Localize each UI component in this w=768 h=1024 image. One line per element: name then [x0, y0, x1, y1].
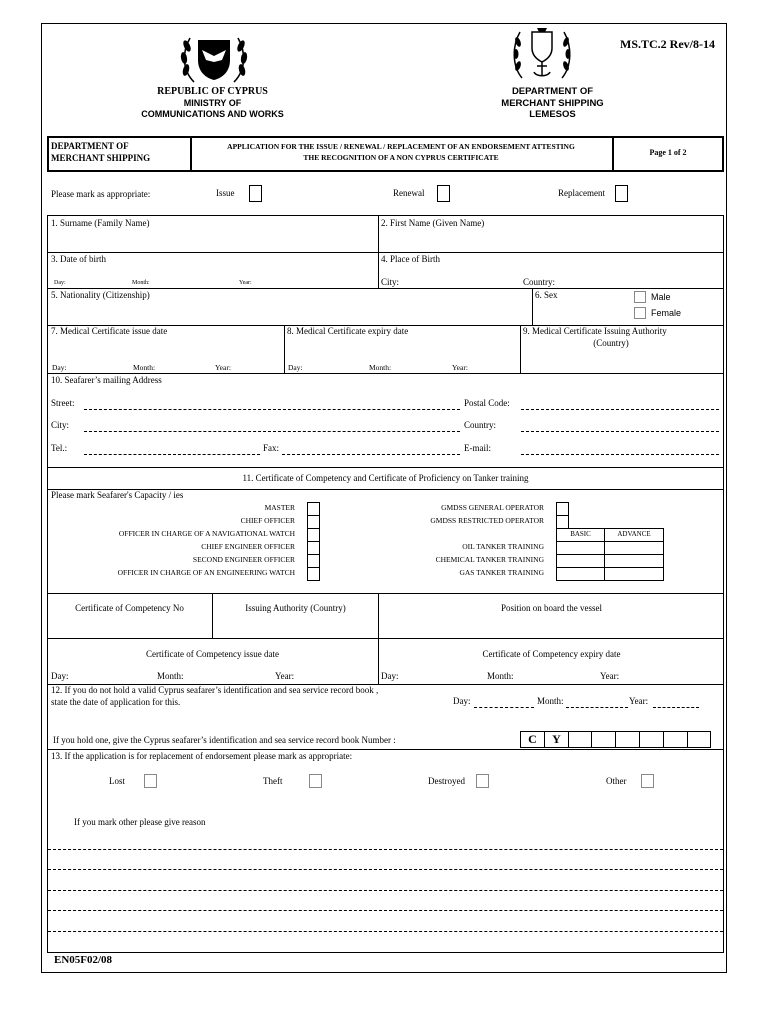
- section13-title: 13. If the application is for replacement of endorsement please mark as appropriate:: [51, 751, 353, 761]
- street-label: Street:: [51, 398, 75, 408]
- coc-expiry-year: Year:: [600, 671, 620, 681]
- first-name-label: 2. First Name (Given Name): [381, 218, 485, 228]
- advance-header: ADVANCE: [617, 530, 651, 538]
- record-book-prefix-y: Y: [552, 732, 561, 746]
- cyprus-emblem-logo: [178, 32, 250, 84]
- mailing-city-label: City:: [51, 420, 70, 430]
- gmdss-restricted-checkbox[interactable]: [556, 515, 569, 528]
- dob-year: Year:: [239, 280, 252, 286]
- surname-label: 1. Surname (Family Name): [51, 218, 150, 228]
- cap-officer-nav-checkbox[interactable]: [307, 528, 320, 541]
- s12-year-field[interactable]: [653, 707, 699, 708]
- section11-title: 11. Certificate of Competency and Certificate of Proficiency on Tanker training: [242, 473, 529, 483]
- cap-chief-engineer-checkbox[interactable]: [307, 541, 320, 554]
- cap-chief-engineer: CHIEF ENGINEER OFFICER: [201, 542, 295, 551]
- theft-checkbox[interactable]: [309, 774, 322, 788]
- merchant-shipping-emblem-logo: [512, 26, 572, 82]
- title-dept-line-2: MERCHANT SHIPPING: [51, 153, 151, 163]
- male-checkbox[interactable]: [634, 291, 646, 303]
- gmdss-general-checkbox[interactable]: [556, 502, 569, 515]
- email-label: E-mail:: [464, 443, 491, 453]
- reason-line-1[interactable]: [48, 849, 723, 850]
- nationality-label: 5. Nationality (Citizenship): [51, 290, 150, 300]
- issuing-authority-label: Issuing Authority (Country): [245, 603, 346, 613]
- postal-field[interactable]: [521, 409, 719, 410]
- oil-basic-cell[interactable]: [557, 542, 604, 554]
- coc-number-label: Certificate of Competency No: [75, 603, 184, 613]
- dob-label: 3. Date of birth: [51, 254, 106, 264]
- coc-expiry-month: Month:: [487, 671, 514, 681]
- renewal-label: Renewal: [393, 188, 425, 198]
- cap-second-engineer: SECOND ENGINEER OFFICER: [192, 555, 295, 564]
- section12-line-2: state the date of application for this.: [51, 697, 181, 707]
- country-field[interactable]: [521, 431, 719, 432]
- tanker-chemical: CHEMICAL TANKER TRAINING: [435, 555, 544, 564]
- med-expiry-day: Day:: [288, 363, 303, 372]
- med-authority-country: (Country): [593, 338, 629, 348]
- dob-month: Month:: [132, 280, 150, 286]
- right-org-line-3: LEMESOS: [529, 109, 576, 120]
- renewal-checkbox[interactable]: [437, 185, 450, 202]
- mailing-label: 10. Seafarer’s mailing Address: [51, 375, 162, 385]
- replacement-label: Replacement: [558, 188, 605, 198]
- theft-label: Theft: [263, 776, 283, 786]
- sex-label: 6. Sex: [535, 290, 558, 300]
- title-line-1: APPLICATION FOR THE ISSUE / RENEWAL / REPLACEMENT OF AN ENDORSEMENT ATTESTING: [227, 142, 575, 151]
- section12-line-1: 12. If you do not hold a valid Cyprus seafarer’s identification and sea service record book ,: [51, 685, 379, 695]
- record-book-label: If you hold one, give the Cyprus seafarer’s identification and sea service record book Number :: [53, 735, 396, 745]
- destroyed-checkbox[interactable]: [476, 774, 489, 788]
- reason-prompt: If you mark other please give reason: [74, 817, 206, 827]
- right-org-line-1: DEPARTMENT OF: [511, 86, 594, 97]
- gas-basic-cell[interactable]: [557, 568, 604, 580]
- cap-gmdss-general: GMDSS GENERAL OPERATOR: [441, 503, 544, 512]
- tanker-gas: GAS TANKER TRAINING: [459, 568, 544, 577]
- med-issue-month: Month:: [133, 363, 156, 372]
- cap-chief-officer-checkbox[interactable]: [307, 515, 320, 528]
- mark-prompt: Please mark as appropriate:: [51, 189, 151, 199]
- s12-month-field[interactable]: [566, 707, 628, 708]
- lost-label: Lost: [109, 776, 126, 786]
- cap-gmdss-restricted: GMDSS RESTRICTED OPERATOR: [430, 516, 544, 525]
- page-indicator: Page 1 of 2: [649, 148, 687, 157]
- street-field[interactable]: [84, 409, 460, 410]
- s12-day-field[interactable]: [474, 707, 534, 708]
- cap-chief-officer: CHIEF OFFICER: [240, 516, 295, 525]
- female-label: Female: [651, 308, 682, 318]
- cap-officer-nav: OFFICER IN CHARGE OF A NAVIGATIONAL WATCH: [118, 529, 295, 538]
- city-field[interactable]: [84, 431, 460, 432]
- med-expiry-year: Year:: [452, 363, 468, 372]
- issue-label: Issue: [216, 188, 235, 198]
- pob-label: 4. Place of Birth: [381, 254, 440, 264]
- record-book-prefix-c: C: [528, 732, 537, 746]
- s12-day: Day:: [453, 696, 471, 706]
- reason-line-3[interactable]: [48, 890, 723, 891]
- cap-officer-eng-checkbox[interactable]: [307, 567, 320, 580]
- title-line-2: THE RECOGNITION OF A NON CYPRUS CERTIFICATE: [303, 153, 499, 162]
- basic-header: BASIC: [570, 530, 591, 538]
- position-label: Position on board the vessel: [501, 603, 602, 613]
- other-label: Other: [606, 776, 627, 786]
- med-expiry-month: Month:: [369, 363, 392, 372]
- gas-advance-cell[interactable]: [605, 568, 663, 580]
- left-org-line-2: MINISTRY OF: [183, 98, 242, 108]
- left-org-line-3: COMMUNICATIONS AND WORKS: [141, 109, 284, 119]
- s12-year: Year:: [629, 696, 649, 706]
- coc-expiry-label: Certificate of Competency expiry date: [482, 649, 621, 659]
- issue-checkbox[interactable]: [249, 185, 262, 202]
- right-org-line-2: MERCHANT SHIPPING: [501, 98, 604, 109]
- cap-master-checkbox[interactable]: [307, 502, 320, 515]
- destroyed-label: Destroyed: [428, 776, 465, 786]
- tel-field[interactable]: [84, 454, 260, 455]
- med-issue-day: Day:: [52, 363, 67, 372]
- coc-issue-day: Day:: [51, 671, 69, 681]
- fax-field[interactable]: [282, 454, 460, 455]
- lost-checkbox[interactable]: [144, 774, 157, 788]
- other-checkbox[interactable]: [641, 774, 654, 788]
- cap-master: MASTER: [264, 503, 295, 512]
- coc-expiry-day: Day:: [381, 671, 399, 681]
- capacity-label: Please mark Seafarer's Capacity / ies: [51, 490, 184, 500]
- med-authority-label: 9. Medical Certificate Issuing Authority: [523, 326, 667, 336]
- reason-line-2[interactable]: [48, 869, 723, 870]
- tanker-oil: OIL TANKER TRAINING: [462, 542, 544, 551]
- med-issue-year: Year:: [215, 363, 231, 372]
- coc-issue-month: Month:: [157, 671, 184, 681]
- male-label: Male: [651, 292, 671, 302]
- pob-city: City:: [381, 277, 400, 287]
- email-field[interactable]: [521, 454, 719, 455]
- postal-label: Postal Code:: [464, 398, 510, 408]
- reason-line-4[interactable]: [48, 910, 723, 911]
- fax-label: Fax:: [263, 443, 280, 453]
- left-org-line-1: REPUBLIC OF CYPRUS: [157, 86, 268, 97]
- chemical-advance-cell[interactable]: [605, 555, 663, 567]
- oil-advance-cell[interactable]: [605, 542, 663, 554]
- replacement-checkbox[interactable]: [615, 185, 628, 202]
- coc-issue-year: Year:: [275, 671, 295, 681]
- med-expiry-label: 8. Medical Certificate expiry date: [287, 326, 409, 336]
- reason-line-5[interactable]: [48, 931, 723, 932]
- coc-issue-label: Certificate of Competency issue date: [146, 649, 279, 659]
- mailing-country-label: Country:: [464, 420, 497, 430]
- cap-officer-eng: OFFICER IN CHARGE OF AN ENGINEERING WATCH: [117, 568, 295, 577]
- cap-second-engineer-checkbox[interactable]: [307, 554, 320, 567]
- female-checkbox[interactable]: [634, 307, 646, 319]
- title-dept-line-1: DEPARTMENT OF: [51, 141, 129, 151]
- tel-label: Tel.:: [51, 443, 68, 453]
- pob-country: Country:: [523, 277, 556, 287]
- footer-code: EN05F02/08: [54, 954, 113, 966]
- med-issue-label: 7. Medical Certificate issue date: [51, 326, 168, 336]
- form-code: MS.TC.2 Rev/8-14: [620, 37, 715, 51]
- dob-day: Day:: [54, 280, 66, 286]
- chemical-basic-cell[interactable]: [557, 555, 604, 567]
- s12-month: Month:: [537, 696, 564, 706]
